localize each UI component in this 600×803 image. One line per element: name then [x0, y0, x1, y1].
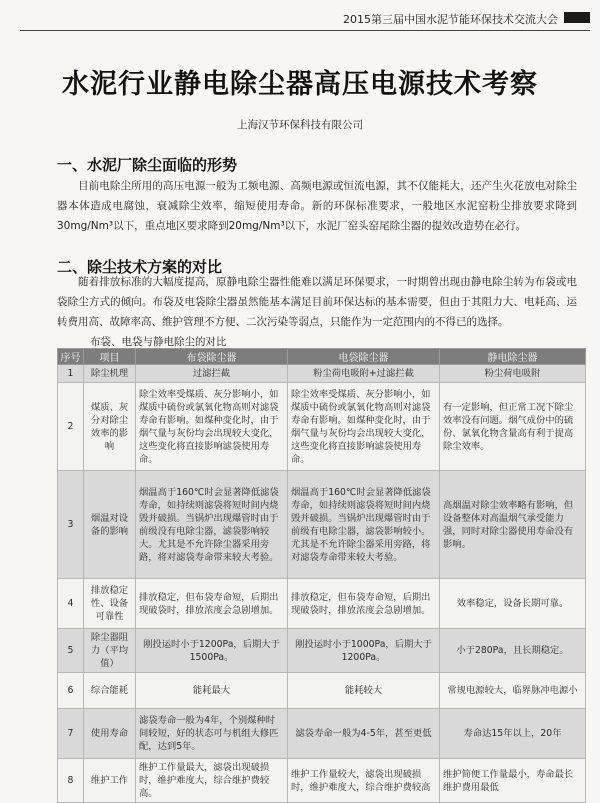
header-seq: 序号 [58, 349, 84, 365]
cell-bag-filter: 过滤拦截 [136, 365, 288, 383]
table-row [58, 365, 586, 383]
cell-electrostatic: 高烟温对除尘效率略有影响，但设备整体对高温烟气承受能力强，同时对除尘器使用寿命没有影响。 [440, 471, 586, 579]
cell-bag-filter: 维护工作量最大，滤袋出现破损时，维护难度大，综合维护费较高。 [136, 759, 288, 803]
header-electric-bag: 电袋除尘器 [288, 349, 440, 365]
cell-bag-filter: 能耗最大 [136, 673, 288, 709]
table-row [58, 471, 586, 579]
section-heading-1: 一、水泥厂除尘面临的形势 [57, 156, 238, 174]
cell-bag-filter: 刚投运时小于1200Pa，后期大于1500Pa。 [136, 629, 288, 673]
table-row [58, 383, 586, 471]
cell-electric-bag: 能耗较大 [288, 673, 440, 709]
header-rule [20, 30, 590, 31]
header-item: 项目 [84, 349, 136, 365]
cell-bag-filter: 排放稳定，但布袋寿命短，后期出现破袋时，排放浓度会急剧增加。 [136, 579, 288, 629]
author-line: 上海汉节环保科技有限公司 [237, 119, 363, 131]
cell-seq: 5 [58, 629, 84, 673]
header-marker [564, 12, 590, 23]
section-heading-2: 二、除尘技术方案的对比 [57, 258, 223, 276]
cell-electrostatic: 常规电源较大，临界脉冲电源小 [440, 673, 586, 709]
table-header-row [58, 349, 586, 365]
table-row [58, 629, 586, 673]
cell-bag-filter: 滤袋寿命一般为4年，个别煤种时间较短，好的状态可与机组大修匹配，达到5年。 [136, 709, 288, 759]
cell-electric-bag: 粉尘荷电吸附+过滤拦截 [288, 365, 440, 383]
cell-item: 使用寿命 [84, 709, 136, 759]
table-row [58, 579, 586, 629]
cell-electrostatic: 效率稳定，设备长期可靠。 [440, 579, 586, 629]
cell-electrostatic: 有一定影响，但正常工况下除尘效率没有问题。烟气成份中的硫份、氯氧化物含量高有利于提高除尘效率。 [440, 383, 586, 471]
cell-electrostatic: 粉尘荷电吸附 [440, 365, 586, 383]
table-row [58, 673, 586, 709]
cell-electric-bag: 刚投运时小于1000Pa，后期大于1200Pa。 [288, 629, 440, 673]
cell-item: 除尘器阻力（平均值） [84, 629, 136, 673]
cell-electrostatic: 维护简便工作量最小，寿命最长维护费用最低 [440, 759, 586, 803]
cell-seq: 1 [58, 365, 84, 383]
table-row [58, 709, 586, 759]
cell-bag-filter: 除尘效率受煤质、灰分影响小，如煤质中硫份或氯氧化物高则对滤袋寿命有影响。如煤种变化时，由于烟气量与灰份均会出现较大变化，这些变化将直接影响滤袋使用寿命。 [136, 383, 288, 471]
cell-seq: 8 [58, 759, 84, 803]
cell-electrostatic: 寿命达15年以上，20年 [440, 709, 586, 759]
section-paragraph-2: 随着排放标准的大幅度提高，原静电除尘器性能难以满足环保要求，一时期曾出现由静电除尘转为布袋或电袋除尘方式的倾向。布袋及电袋除尘器虽然能基本满足目前环保达标的基本需要，但由于其阻力大、电耗高、运转费用高、故障率高、维护管理不方便、二次污染等弱点，只能作为一定范围内的不得已的选择。 [57, 276, 577, 328]
cell-seq: 4 [58, 579, 84, 629]
cell-seq: 3 [58, 471, 84, 579]
section-paragraph-1: 目前电除尘所用的高压电源一般为工频电源、高频电源或恒流电源，其不仅能耗大，还产生火花放电对除尘器本体造成电腐蚀，衰减除尘效率，缩短使用寿命。新的环保标准要求，一般地区水泥窑粉尘排放要求降到30mg/Nm³以下，重点地区要求降到20mg/Nm³以下，水泥厂窑头窑尾除尘器的提效改造势在必行。 [57, 180, 577, 232]
cell-item: 维护工作 [84, 759, 136, 803]
table-row [58, 759, 586, 803]
cell-electric-bag: 滤袋寿命一般为4-5年，甚至更低 [288, 709, 440, 759]
cell-item: 综合能耗 [84, 673, 136, 709]
cell-electric-bag: 维护工作量较大，滤袋出现破损时，维护难度大，综合维护费较高 [288, 759, 440, 803]
table-caption: 布袋、电袋与静电除尘的对比 [90, 336, 227, 348]
comparison-table [57, 348, 586, 803]
cell-item: 烟温对设备的影响 [84, 471, 136, 579]
cell-seq: 2 [58, 383, 84, 471]
cell-item: 排放稳定性、设备可靠性 [84, 579, 136, 629]
cell-electric-bag: 除尘效率受煤质、灰分影响小，如煤质中硫份或氯氧化物高则对滤袋寿命有影响。如煤种变化时，由于烟气量与灰份均会出现较大变化，这些变化将直接影响滤袋使用寿命。 [288, 383, 440, 471]
cell-seq: 6 [58, 673, 84, 709]
cell-item: 除尘机理 [84, 365, 136, 383]
cell-electric-bag: 烟温高于160℃时会显著降低滤袋寿命，如持续则滤袋将短时间内烧毁并破损。当锅炉出现爆管时由于前级有电除尘器，滤袋影响较小。尤其是不允许除尘器采用旁路，将对滤袋寿命带来较大考验。 [288, 471, 440, 579]
header-bag-filter: 布袋除尘器 [136, 349, 288, 365]
header-electrostatic: 静电除尘器 [440, 349, 586, 365]
page-title: 水泥行业静电除尘器高压电源技术考察 [62, 69, 538, 100]
cell-item: 煤质、灰分对除尘效率的影响 [84, 383, 136, 471]
running-header [0, 8, 600, 26]
cell-seq: 7 [58, 709, 84, 759]
cell-bag-filter: 烟温高于160℃时会显著降低滤袋寿命，如持续则滤袋将短时间内烧毁并破损。当锅炉出现爆管时由于前级没有电除尘器，滤袋影响较大。尤其是不允许除尘器采用旁路，将对滤袋寿命带来较大考验。 [136, 471, 288, 579]
cell-electrostatic: 小于280Pa，且长期稳定。 [440, 629, 586, 673]
cell-electric-bag: 排放稳定，但布袋寿命短，后期出现破袋时，排放浓度会急剧增加。 [288, 579, 440, 629]
header-title: 2015第三届中国水泥节能环保技术交流大会 [343, 13, 558, 26]
